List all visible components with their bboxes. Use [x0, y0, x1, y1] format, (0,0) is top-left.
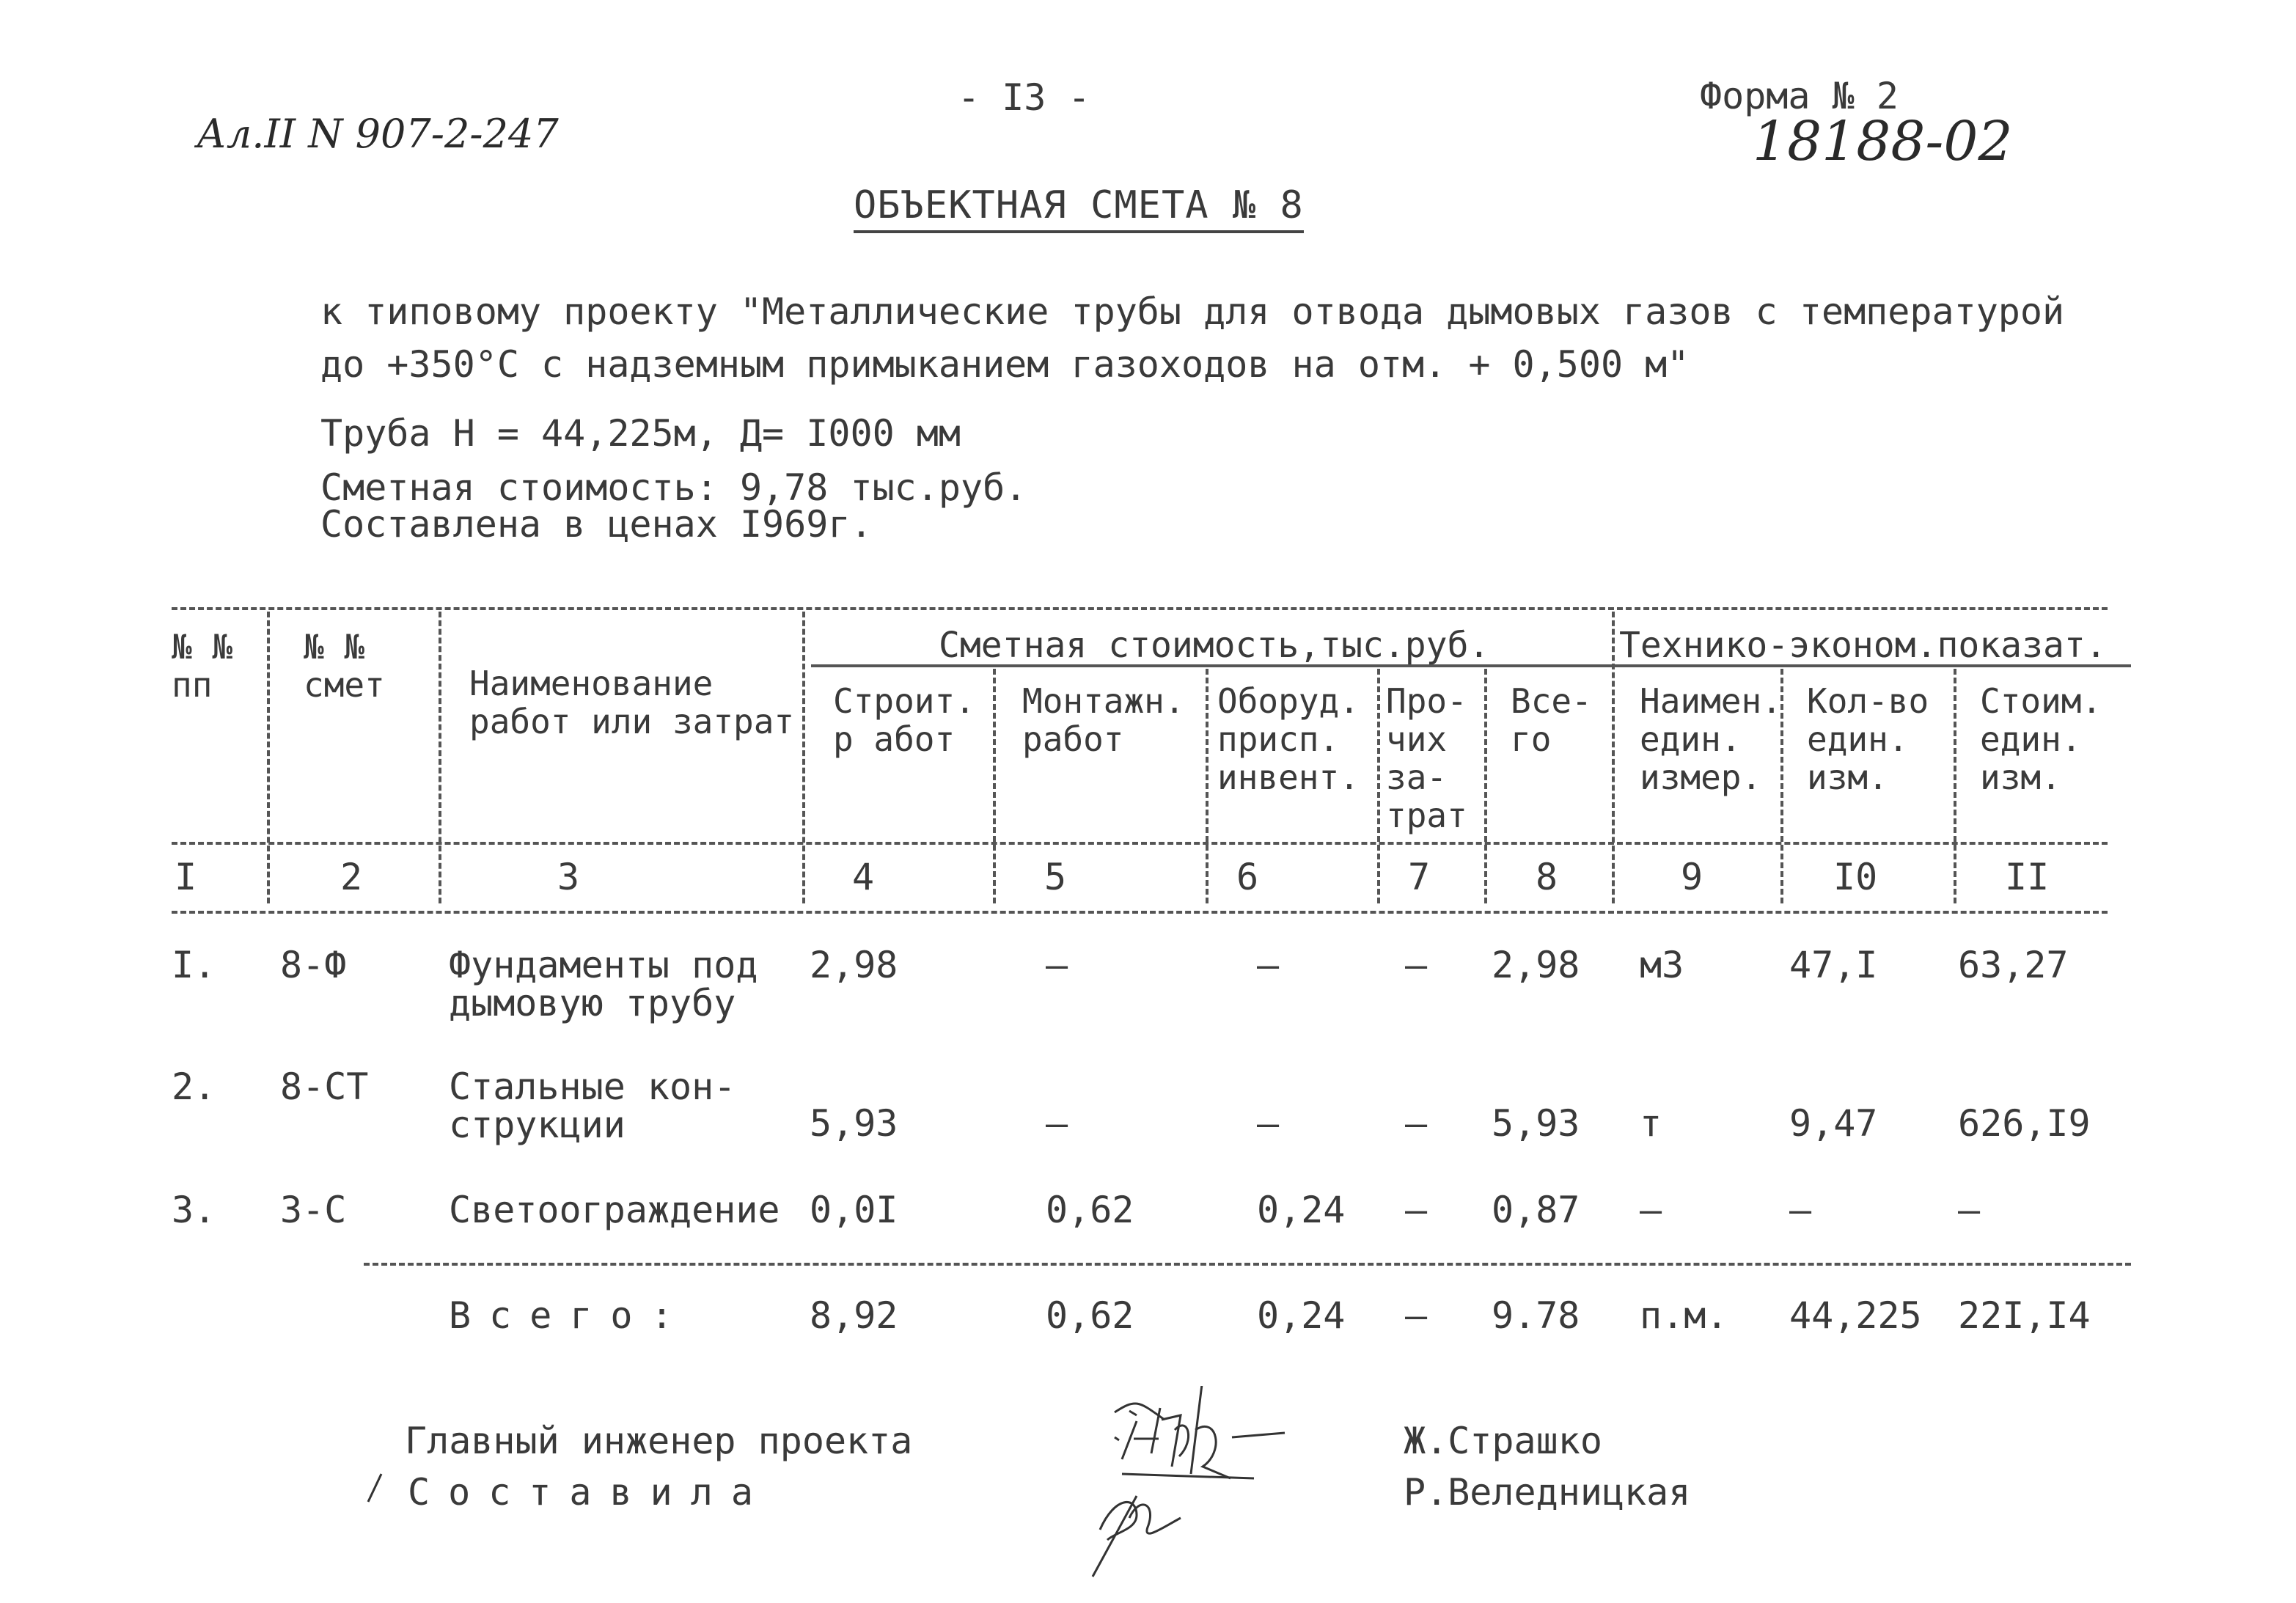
column-header: № № смет	[304, 627, 385, 705]
column-divider	[1954, 669, 1956, 903]
column-divider	[802, 612, 805, 903]
construction-cost: 8,92	[810, 1294, 898, 1337]
work-name: Фундаменты под дымовую трубу	[449, 944, 758, 1024]
estimate-number: 3-С	[280, 1189, 347, 1231]
chief-engineer-title: Главный инженер проекта	[405, 1420, 913, 1462]
construction-cost: 5,93	[810, 1102, 898, 1145]
unit-cost: 626,I9	[1958, 1102, 2091, 1145]
column-divider	[1612, 612, 1615, 903]
unit-quantity: 44,225	[1789, 1294, 1922, 1337]
form-code: 18188-02	[1753, 110, 2013, 173]
column-number: 5	[1044, 856, 1067, 898]
column-divider	[439, 612, 441, 903]
column-number: 3	[557, 856, 580, 898]
column-header: Строит. р абот	[833, 681, 975, 759]
column-header: Стоим. един. изм.	[1980, 681, 2102, 797]
unit-of-measure: т	[1640, 1102, 1662, 1145]
total-rule	[364, 1263, 2131, 1266]
row-number: 2.	[172, 1065, 216, 1108]
construction-cost: 2,98	[810, 944, 898, 986]
column-divider	[1484, 669, 1487, 903]
column-header: Монтажн. работ	[1022, 681, 1185, 759]
installation-cost: –	[1046, 944, 1068, 986]
column-header: Кол-во един. изм.	[1807, 681, 1929, 797]
unit-of-measure: –	[1640, 1189, 1662, 1231]
unit-cost: 22I,I4	[1958, 1294, 2091, 1337]
total-cost: 0,87	[1492, 1189, 1580, 1231]
column-header: Про- чих за- трат	[1386, 681, 1467, 835]
total-cost: 2,98	[1492, 944, 1580, 986]
total-cost: 9.78	[1492, 1294, 1580, 1337]
pipe-parameters: Труба Н = 44,225м, Д= I000 мм	[320, 412, 961, 455]
compiler-name: Р.Веледницкая	[1404, 1471, 1691, 1514]
header-bottom-rule	[172, 842, 2108, 845]
construction-cost: 0,0I	[810, 1189, 898, 1231]
other-cost: –	[1405, 1102, 1428, 1145]
total-cost: 5,93	[1492, 1102, 1580, 1145]
table-top-rule	[172, 607, 2108, 610]
intro-line-1: к типовому проекту "Металлические трубы для отвода дымовых газов с температурой	[320, 290, 2065, 333]
column-header: № № пп	[172, 627, 233, 705]
column-divider	[1377, 669, 1380, 903]
handwritten-signatures	[359, 1386, 1313, 1591]
column-header: Наименование работ или затрат	[469, 664, 795, 741]
equipment-cost: –	[1257, 1102, 1280, 1145]
total-label: Всего:	[449, 1294, 692, 1337]
unit-quantity: 47,I	[1789, 944, 1878, 986]
column-divider	[1206, 669, 1208, 903]
column-header: Все- го	[1511, 681, 1592, 759]
column-number: I	[175, 856, 197, 898]
column-number: 9	[1681, 856, 1703, 898]
compiler-title: Составила	[408, 1471, 771, 1514]
work-name: Стальные кон- струкции	[449, 1065, 736, 1146]
column-header: Оборуд. присп. инвент.	[1217, 681, 1360, 797]
group-header-cost: Сметная стоимость,тыс.руб.	[939, 625, 1490, 666]
column-number-rule	[172, 911, 2108, 914]
unit-quantity: 9,47	[1789, 1102, 1878, 1145]
installation-cost: –	[1046, 1102, 1068, 1145]
column-number: 8	[1536, 856, 1558, 898]
estimate-number: 8-СТ	[280, 1065, 369, 1108]
chief-engineer-name: Ж.Страшко	[1404, 1420, 1602, 1462]
column-number: I0	[1833, 856, 1878, 898]
document-title: ОБЪЕКТНАЯ СМЕТА № 8	[854, 186, 1304, 233]
column-header: Наимен. един. измер.	[1640, 681, 1782, 797]
column-divider	[993, 669, 996, 903]
equipment-cost: 0,24	[1257, 1294, 1346, 1337]
equipment-cost: 0,24	[1257, 1189, 1346, 1231]
unit-cost: 63,27	[1958, 944, 2069, 986]
archive-reference: Ал.II N 907-2-247	[197, 111, 559, 157]
page-number: - I3 -	[958, 76, 1090, 119]
form-label: Форма № 2	[1700, 75, 1899, 117]
unit-of-measure: м3	[1640, 944, 1684, 986]
equipment-cost: –	[1257, 944, 1280, 986]
installation-cost: 0,62	[1046, 1189, 1134, 1231]
column-number: 2	[340, 856, 363, 898]
work-name: Светоограждение	[449, 1189, 780, 1231]
column-number: II	[2005, 856, 2050, 898]
intro-line-2: до +350°С с надземным примыканием газоходов на отм. + 0,500 м"	[320, 343, 1690, 386]
column-number: 7	[1408, 856, 1431, 898]
price-basis: Составлена в ценах I969г.	[320, 503, 873, 546]
column-number: 4	[852, 856, 875, 898]
other-cost: –	[1405, 944, 1428, 986]
other-cost: –	[1405, 1189, 1428, 1231]
estimate-number: 8-Ф	[280, 944, 347, 986]
estimated-cost: Сметная стоимость: 9,78 тыс.руб.	[320, 466, 1027, 509]
installation-cost: 0,62	[1046, 1294, 1134, 1337]
unit-of-measure: п.м.	[1640, 1294, 1728, 1337]
column-divider	[267, 612, 270, 903]
row-number: 3.	[172, 1189, 216, 1231]
unit-cost: –	[1958, 1189, 1981, 1231]
row-number: I.	[172, 944, 216, 986]
column-number: 6	[1236, 856, 1259, 898]
other-cost: –	[1405, 1294, 1428, 1337]
group-header-tech: Технико-эконом.показат.	[1619, 625, 2107, 666]
unit-quantity: –	[1789, 1189, 1812, 1231]
